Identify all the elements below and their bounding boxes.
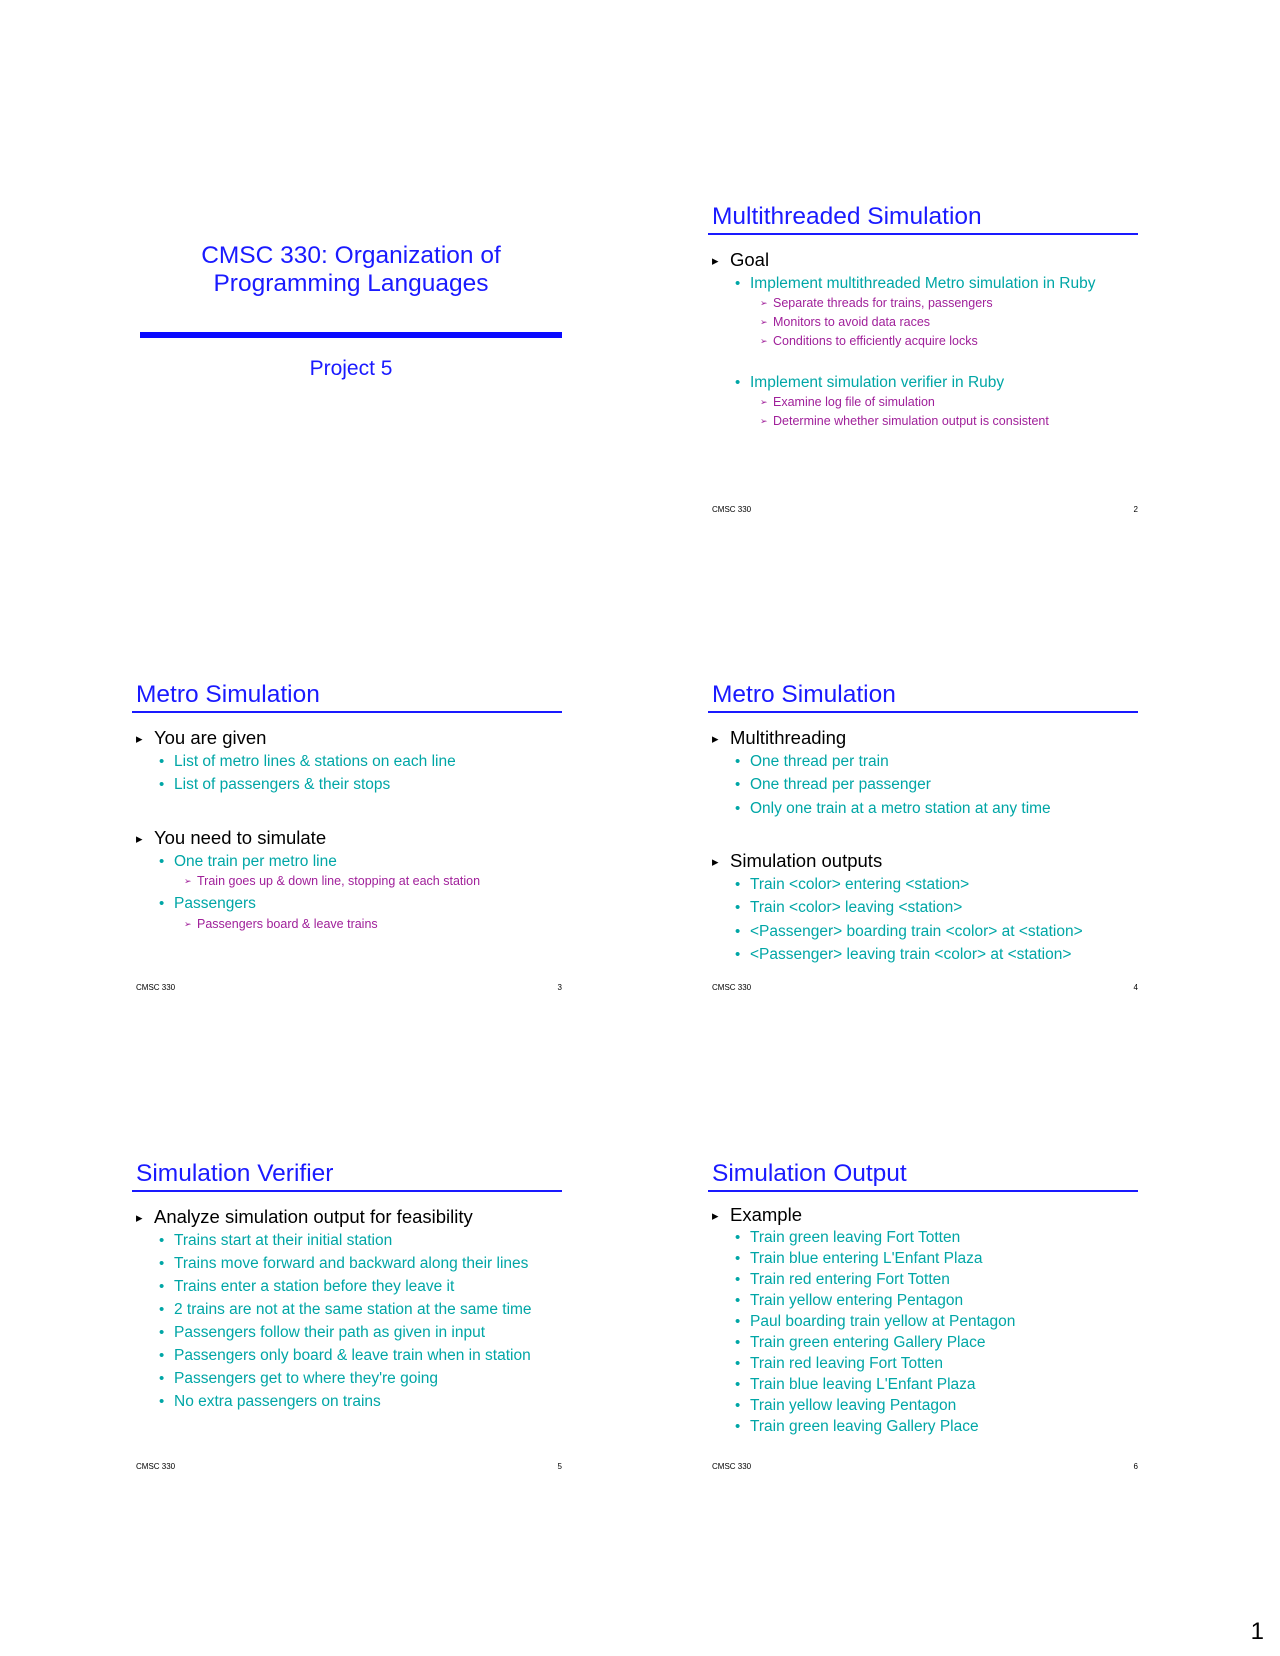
course-title-line-1: CMSC 330: Organization of bbox=[201, 242, 501, 269]
slide-footer: CMSC 330 bbox=[136, 1462, 176, 1471]
bullet-l2: • Passengers bbox=[158, 894, 256, 913]
title-rule bbox=[708, 233, 1138, 235]
slide-3 bbox=[136, 681, 566, 1031]
slide-footer: CMSC 330 bbox=[712, 1462, 752, 1471]
slide-title: Metro Simulation bbox=[712, 681, 896, 708]
slide-number: 2 bbox=[1133, 505, 1138, 514]
bullet-l2: • Train red leaving Fort Totten bbox=[734, 1354, 943, 1373]
bullet-l2: • Only one train at a metro station at any time bbox=[734, 799, 1051, 818]
title-rule bbox=[132, 711, 562, 713]
bullet-l2: • Train green leaving Fort Totten bbox=[734, 1228, 960, 1247]
slide-footer: CMSC 330 bbox=[712, 983, 752, 992]
slide-2 bbox=[712, 203, 1142, 553]
slide-5 bbox=[136, 1160, 566, 1510]
slide-footer: CMSC 330 bbox=[136, 983, 176, 992]
bullet-l2: • Paul boarding train yellow at Pentagon bbox=[734, 1312, 1015, 1331]
slide-4 bbox=[712, 681, 1142, 1031]
course-title-line-2: Programming Languages bbox=[213, 270, 489, 297]
bullet-l2: • Train <color> leaving <station> bbox=[734, 898, 962, 917]
bullet-l1: ▸ You are given bbox=[136, 727, 266, 749]
slide-number: 3 bbox=[557, 983, 562, 992]
bullet-l2: • Train red entering Fort Totten bbox=[734, 1270, 950, 1289]
page-number: 1 bbox=[1250, 1618, 1264, 1645]
bullet-l1: ▸ Goal bbox=[712, 249, 769, 271]
bullet-l3: ➢ Train goes up & down line, stopping at each station bbox=[184, 873, 480, 889]
slide-title: Simulation Output bbox=[712, 1160, 907, 1187]
slide-1 bbox=[136, 210, 566, 560]
bullet-l1: ▸ Simulation outputs bbox=[712, 850, 882, 872]
bullet-l3: ➢ Determine whether simulation output is consistent bbox=[760, 413, 1049, 429]
bullet-l2: • Train blue leaving L'Enfant Plaza bbox=[734, 1375, 976, 1394]
bullet-l2: • Implement simulation verifier in Ruby bbox=[734, 373, 1004, 392]
bullet-l2: • Passengers follow their path as given in input bbox=[158, 1323, 485, 1342]
title-divider bbox=[140, 332, 562, 338]
slide-title: Simulation Verifier bbox=[136, 1160, 334, 1187]
bullet-l2: • No extra passengers on trains bbox=[158, 1392, 381, 1411]
slide-footer: CMSC 330 bbox=[712, 505, 752, 514]
bullet-l2: • Train green entering Gallery Place bbox=[734, 1333, 986, 1352]
bullet-l2: • List of metro lines & stations on each line bbox=[158, 752, 456, 771]
bullet-l2: • <Passenger> boarding train <color> at <station> bbox=[734, 922, 1083, 941]
bullet-l2: • Trains enter a station before they leave it bbox=[158, 1277, 454, 1296]
bullet-l2: • <Passenger> leaving train <color> at <station> bbox=[734, 945, 1071, 964]
title-rule bbox=[708, 1190, 1138, 1192]
slide-number: 4 bbox=[1133, 983, 1138, 992]
title-rule bbox=[132, 1190, 562, 1192]
bullet-l2: • Train green leaving Gallery Place bbox=[734, 1417, 979, 1436]
bullet-l2: • 2 trains are not at the same station at the same time bbox=[158, 1300, 532, 1319]
bullet-l3: ➢ Examine log file of simulation bbox=[760, 394, 935, 410]
bullet-l2: • Trains start at their initial station bbox=[158, 1231, 392, 1250]
slide-number: 6 bbox=[1133, 1462, 1138, 1471]
bullet-l3: ➢ Conditions to efficiently acquire locks bbox=[760, 333, 978, 349]
project-subtitle: Project 5 bbox=[309, 357, 393, 380]
slide-6 bbox=[712, 1160, 1142, 1510]
bullet-l2: • Train <color> entering <station> bbox=[734, 875, 969, 894]
bullet-l2: • Train yellow leaving Pentagon bbox=[734, 1396, 956, 1415]
bullet-l1: ▸ Example bbox=[712, 1204, 802, 1226]
bullet-l1: ▸ You need to simulate bbox=[136, 827, 326, 849]
bullet-l2: • One thread per train bbox=[734, 752, 889, 771]
bullet-l1: ▸ Multithreading bbox=[712, 727, 846, 749]
bullet-l3: ➢ Passengers board & leave trains bbox=[184, 916, 378, 932]
slide-number: 5 bbox=[557, 1462, 562, 1471]
slide-title: Multithreaded Simulation bbox=[712, 203, 982, 230]
bullet-l2: • One thread per passenger bbox=[734, 775, 931, 794]
title-rule bbox=[708, 711, 1138, 713]
bullet-l2: • List of passengers & their stops bbox=[158, 775, 390, 794]
bullet-l2: • Train blue entering L'Enfant Plaza bbox=[734, 1249, 982, 1268]
bullet-l3: ➢ Monitors to avoid data races bbox=[760, 314, 930, 330]
slide-title: Metro Simulation bbox=[136, 681, 320, 708]
bullet-l1: ▸ Analyze simulation output for feasibility bbox=[136, 1206, 473, 1228]
bullet-l2: • Passengers only board & leave train when in station bbox=[158, 1346, 531, 1365]
bullet-l2: • Train yellow entering Pentagon bbox=[734, 1291, 963, 1310]
bullet-l2: • Implement multithreaded Metro simulation in Ruby bbox=[734, 274, 1095, 293]
bullet-l2: • One train per metro line bbox=[158, 852, 337, 871]
bullet-l2: • Passengers get to where they're going bbox=[158, 1369, 438, 1388]
bullet-l2: • Trains move forward and backward along their lines bbox=[158, 1254, 528, 1273]
bullet-l3: ➢ Separate threads for trains, passengers bbox=[760, 295, 993, 311]
